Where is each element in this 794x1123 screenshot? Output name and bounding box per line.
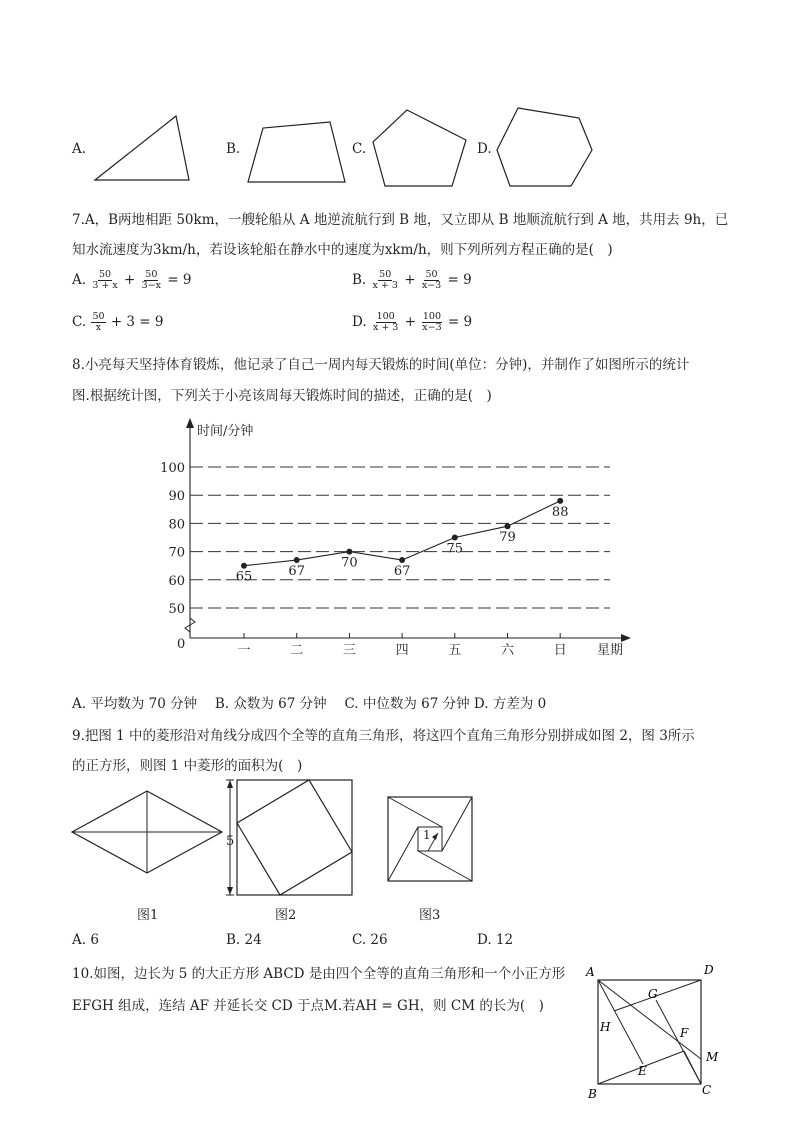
x-tick-label: 四 <box>395 643 409 658</box>
data-label: 88 <box>551 504 569 520</box>
q6-hexagon <box>497 108 592 186</box>
q9-stem-line2: 的正方形，则图 1 中菱形的面积为( ) <box>72 758 303 774</box>
data-label: 65 <box>235 569 253 585</box>
q7-stem-line2: 知水流速度为3km/h，若设该轮船在静水中的速度为xkm/h，则下列所列方程正确的是( ) <box>72 242 613 258</box>
q9-figures <box>60 775 500 925</box>
point-label-d: D <box>704 963 714 977</box>
data-point <box>241 563 247 569</box>
x-tick-label: 五 <box>448 643 462 658</box>
data-point <box>294 557 300 563</box>
y-tick-label: 100 <box>160 461 185 476</box>
q8-line-chart <box>0 410 794 660</box>
q9-fig2-side-label: 5 <box>226 834 235 849</box>
data-point <box>505 523 511 529</box>
origin-label: 0 <box>177 637 186 652</box>
q10-stem-line2: EFGH 组成，连结 AF 并延长交 CD 于点M.若AH = GH，则 CM 的长为( ) <box>72 998 544 1014</box>
q7-option-a[interactable]: A. $\frac{50}{3 + x}$ + $\frac{50}{3-x}$ = 9 <box>72 269 192 291</box>
fraction: $\frac{50}{3 + x}$ <box>92 269 118 291</box>
y-tick-label: 60 <box>168 573 185 589</box>
fraction: $\frac{50}{3-x}$ <box>141 269 162 291</box>
q6-option-a-label: A. <box>72 141 87 157</box>
q9-stem-line1: 9.把图 1 中的菱形沿对角线分成四个全等的直角三角形，将这四个直角三角形分别拼成如图 2，图 3所示 <box>72 728 695 744</box>
q9-fig2-caption: 图2 <box>275 908 297 923</box>
q10-stem-line1: 10.如图，边长为 5 的大正方形 ABCD 是由四个全等的直角三角形和一个小正方形 <box>72 966 566 982</box>
point-label-m: M <box>706 1050 719 1064</box>
q9-option-a[interactable]: A. 6 <box>72 932 99 948</box>
q7-option-c[interactable]: C. $\frac{50}{x}$ + 3 = 9 <box>72 311 164 333</box>
q8-options[interactable]: A. 平均数为 70 分钟 B. 众数为 67 分钟 C. 中位数为 67 分钟 D. 方差为 0 <box>72 696 547 712</box>
q6-pentagon <box>373 110 466 186</box>
y-axis-title: 时间/分钟 <box>197 424 254 439</box>
x-tick-label: 三 <box>342 643 356 658</box>
x-tick-label: 一 <box>237 643 251 658</box>
q6-option-c-label: C. <box>352 141 367 157</box>
y-tick-label: 80 <box>168 517 185 533</box>
y-tick-label: 50 <box>168 602 185 617</box>
q9-option-d[interactable]: D. 12 <box>477 932 514 948</box>
point-label-b: B <box>588 1087 597 1100</box>
data-label: 70 <box>341 555 358 571</box>
fraction: $\frac{100}{x-3}$ <box>422 311 442 333</box>
data-label: 75 <box>446 541 464 557</box>
q9-option-c[interactable]: C. 26 <box>352 932 388 948</box>
fraction: $\frac{100}{x + 3}$ <box>372 311 399 333</box>
x-axis-title: 星期 <box>597 643 624 658</box>
y-axis-arrow <box>186 418 194 428</box>
q9-fig1-rhombus <box>72 791 222 873</box>
q7-option-d[interactable]: D. $\frac{100}{x + 3}$ + $\frac{100}{x-3}$ = 9 <box>352 311 473 333</box>
point-label-e: E <box>638 1064 647 1078</box>
fraction: $\frac{50}{x}$ <box>92 311 105 333</box>
data-point <box>452 535 458 541</box>
point-label-f: F <box>680 1026 689 1040</box>
data-label: 79 <box>499 530 516 546</box>
data-label: 67 <box>393 564 411 580</box>
q6-triangle <box>95 116 189 180</box>
y-tick-label: 90 <box>168 489 185 505</box>
data-point <box>399 557 405 563</box>
x-tick-label: 二 <box>290 643 304 658</box>
q8-stem-line1: 8.小亮每天坚持体育锻炼，他记录了自己一周内每天锻炼的时间(单位：分钟)，并制作了如图所示的统计 <box>72 357 690 373</box>
fraction: $\frac{50}{x-3}$ <box>421 269 442 291</box>
q6-quadrilateral <box>248 122 345 182</box>
q7-stem-line1: 7.A，B两地相距 50km，一艘轮船从 A 地逆流航行到 B 地，又立即从 B 地顺流航行到 A 地，共用去 9h，已 <box>72 212 729 228</box>
q9-fig2-square <box>226 780 352 895</box>
y-tick-label: 70 <box>168 545 185 561</box>
point-label-c: C <box>702 1083 712 1097</box>
q6-option-b-label: B. <box>226 141 241 157</box>
data-label: 67 <box>288 564 305 580</box>
q9-fig3-caption: 图3 <box>419 908 441 923</box>
q6-option-d-label: D. <box>477 141 492 157</box>
data-point <box>557 498 563 504</box>
point-label-g: G <box>648 987 658 1001</box>
q6-shapes <box>0 100 794 195</box>
x-tick-label: 日 <box>553 643 567 658</box>
x-tick-label: 六 <box>500 643 515 658</box>
q9-fig1-caption: 图1 <box>137 908 159 923</box>
q8-stem-line2: 图.根据统计图，下列关于小亮该周每天锻炼时间的描述，正确的是( ) <box>72 388 492 404</box>
q10-geometry-figure <box>580 960 720 1100</box>
point-label-a: A <box>586 965 595 979</box>
point-label-h: H <box>600 1020 611 1034</box>
q9-option-b[interactable]: B. 24 <box>226 932 262 948</box>
x-axis-arrow <box>621 634 631 642</box>
data-point <box>346 549 352 555</box>
q7-option-b[interactable]: B. $\frac{50}{x + 3}$ + $\frac{50}{x-3}$ = 9 <box>352 269 472 291</box>
q9-fig3-side-label: 1 <box>423 828 431 842</box>
fraction: $\frac{50}{x + 3}$ <box>372 269 398 291</box>
